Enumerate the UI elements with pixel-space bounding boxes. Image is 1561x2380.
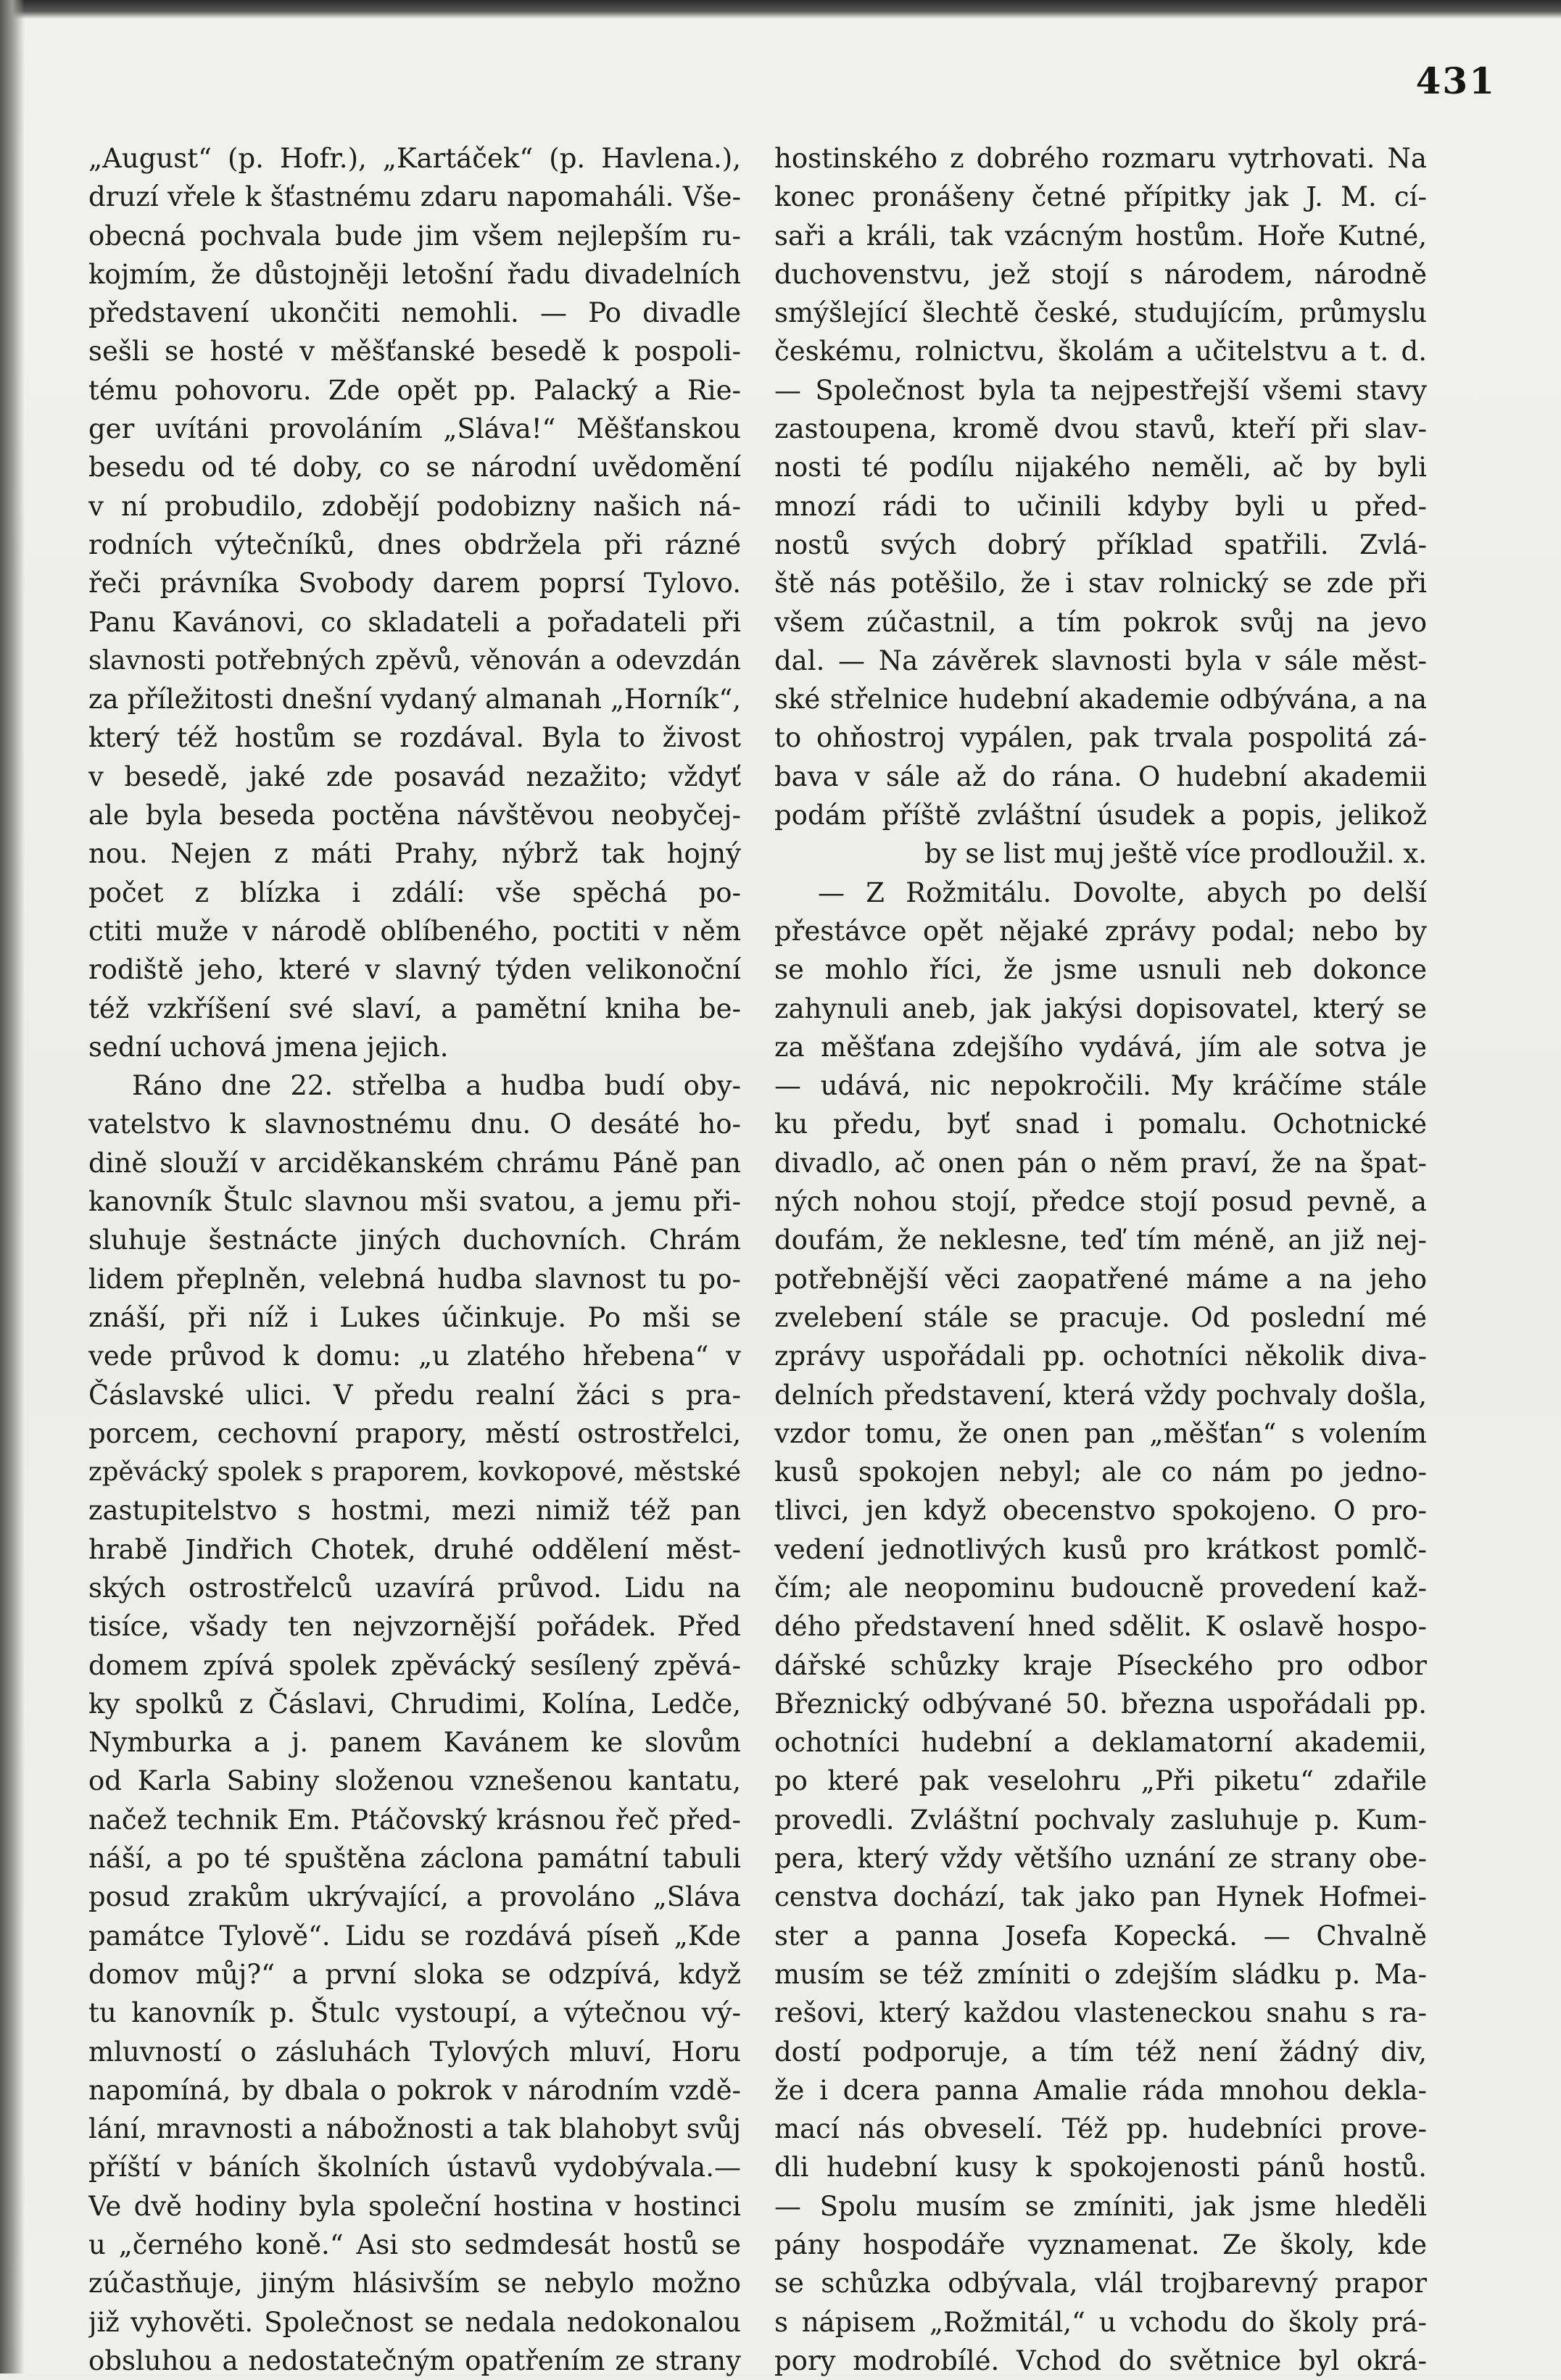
- text-line: delních představení, která vždy pochvaly došla,: [774, 1379, 1427, 1411]
- text-line: načež technik Em. Ptáčovský krásnou řeč před-: [88, 1804, 741, 1836]
- text-line: saři a králi, tak vzácným hostům. Hoře Kutné,: [774, 220, 1427, 252]
- text-line: ku předu, byť snad i pomalu. Ochotnické: [774, 1108, 1427, 1140]
- text-line: to ohňostroj vypálen, pak trvala pospolitá zá-: [774, 722, 1427, 754]
- text-line: tlivci, jen když obecenstvo spokojeno. O pro-: [774, 1495, 1427, 1527]
- text-line: po které pak veselohru „Při piketu“ zdařile: [774, 1765, 1427, 1797]
- text-line: napomíná, by dbala o pokrok v národním vzdě-: [88, 2074, 741, 2106]
- text-line: řeči právníka Svobody darem poprsí Tylovo.: [88, 568, 741, 600]
- text-line: tému pohovoru. Zde opět pp. Palacký a Rie-: [88, 374, 741, 406]
- text-line: Nymburka a j. panem Kavánem ke slovům: [88, 1727, 741, 1759]
- text-line: památce Tylově“. Lidu se rozdává píseň „Kde: [88, 1920, 741, 1952]
- text-line: obsluhou a nedostatečným opatřením ze strany: [88, 2344, 741, 2376]
- text-line: kojmím, že důstojněji letošní řadu divadelních: [88, 258, 741, 290]
- text-line: počet z blízka i zdálí: vše spěchá po-: [88, 876, 741, 908]
- text-line: ště nás potěšilo, že i stav rolnický se zde při: [774, 568, 1427, 600]
- text-line: provedli. Zvláštní pochvaly zasluhuje p. Kum-: [774, 1804, 1427, 1836]
- text-line: nosti té podílu nijakého neměli, ač by byli: [774, 452, 1427, 484]
- text-line: — udává, nic nepokročili. My kráčíme stále: [774, 1070, 1427, 1102]
- text-line: českému, rolnictvu, školám a učitelstvu a t. d.: [774, 336, 1427, 368]
- text-line: u „černého koně.“ Asi sto sedmdesát hostů se: [88, 2229, 741, 2261]
- text-line: lidem přeplněn, velebná hudba slavnost tu po-: [88, 1263, 741, 1295]
- text-line: domov můj?“ a první sloka se odzpívá, když: [88, 1958, 741, 1990]
- text-line: vatelstvo k slavnostnému dnu. O desáté ho-: [88, 1108, 741, 1140]
- text-line: tisíce, všady ten nejvzornější pořádek. Před: [88, 1611, 741, 1643]
- text-line: mací nás obveselí. Též pp. hudebníci prove-: [774, 2113, 1427, 2145]
- text-line: též vzkříšení své slaví, a pamětní kniha be-: [88, 992, 741, 1024]
- text-line: Ráno dne 22. střelba a hudba budí oby-: [132, 1070, 741, 1102]
- text-line: dářské schůzky kraje Píseckého pro odbor: [774, 1649, 1427, 1681]
- text-line: nostů svých dobrý příklad spatřili. Zvlá-: [774, 528, 1427, 560]
- text-line: lání, mravnosti a nábožnosti a tak blahobyt svůj: [88, 2113, 741, 2145]
- page-left-edge: [0, 0, 25, 2373]
- text-line: doufám, že neklesne, teď tím méně, an již nej-: [774, 1224, 1427, 1256]
- text-line: představení ukončiti nemohli. — Po divadle: [88, 297, 741, 329]
- text-line: který též hostům se rozdával. Byla to živost: [88, 722, 741, 754]
- text-line: již vyhověti. Společnost se nedala nedokonalou: [88, 2306, 741, 2338]
- text-line: znáší, při níž i Lukes účinkuje. Po mši se: [88, 1301, 741, 1333]
- text-line: dli hudební kusy k spokojenosti pánů hostů.: [774, 2152, 1427, 2184]
- text-line: ky spolků z Čáslavi, Chrudimi, Kolína, Ledče,: [88, 1688, 741, 1720]
- text-line: zúčastňuje, jiným hlásivším se nebylo možno: [88, 2268, 741, 2300]
- text-line: zastupitelstvo s hostmi, mezi nimiž též pan: [88, 1495, 741, 1527]
- text-line: Ve dvě hodiny byla společní hostina v hostinci: [88, 2190, 741, 2222]
- text-line: Čáslavské ulici. V předu realní žáci s pra-: [88, 1379, 741, 1411]
- text-line: za příležitosti dnešní vydaný almanah „Horník“,: [88, 684, 741, 716]
- text-line: hrabě Jindřich Chotek, druhé oddělení měst-: [88, 1533, 741, 1565]
- text-line: smýšlející šlechtě české, studujícím, průmyslu: [774, 297, 1427, 329]
- text-line: od Karla Sabiny složenou vznešenou kantatu,: [88, 1765, 741, 1797]
- text-line: besedu od té doby, co se národní uvědomění: [88, 452, 741, 484]
- text-line: mluvností o zásluhách Tylových mluví, Horu: [88, 2036, 741, 2068]
- text-line: se schůzka odbývala, vlál trojbarevný prapor: [774, 2268, 1427, 2300]
- text-line: ných nohou stojí, předce stojí posud pevně, a: [774, 1186, 1427, 1218]
- right-text-column: [774, 139, 1427, 2380]
- text-line: zastoupena, kromě dvou stavů, kteří při slav-: [774, 413, 1427, 445]
- text-line: se mohlo říci, že jsme usnuli neb dokonce: [774, 954, 1427, 986]
- text-line: nou. Nejen z máti Prahy, nýbrž tak hojný: [88, 838, 741, 870]
- text-line: zprávy uspořádali pp. ochotníci několik diva-: [774, 1340, 1427, 1372]
- text-line: — Společnost byla ta nejpestřejší všemi stavy: [774, 374, 1427, 406]
- text-line: pory modrobílé. Vchod do světnice byl okrá-: [774, 2344, 1427, 2376]
- text-line: — Spolu musím se zmíniti, jak jsme hleděli: [774, 2190, 1427, 2222]
- text-line: kanovník Štulc slavnou mši svatou, a jemu při-: [88, 1186, 741, 1218]
- text-line: pány hospodáře vyznamenat. Ze školy, kde: [774, 2229, 1427, 2261]
- text-line: sední uchová jmena jejich.: [88, 1031, 449, 1063]
- text-line: Březnický odbývané 50. března uspořádali pp.: [774, 1688, 1427, 1720]
- text-line: ger uvítáni provoláním „Sláva!“ Měšťanskou: [88, 413, 741, 445]
- text-line: dostí podporuje, a tím též není žádný div,: [774, 2036, 1427, 2068]
- text-line: posud zrakům ukrývající, a provoláno „Sláva: [88, 1881, 741, 1913]
- text-line: potřebnější věci zaopatřené máme a na jeho: [774, 1263, 1427, 1295]
- text-line: dal. — Na závěrek slavnosti byla v sále měst-: [774, 644, 1427, 676]
- text-line: podám příště zvláštní úsudek a popis, jelikož: [774, 800, 1427, 832]
- text-line: zahynuli aneb, jak jakýsi dopisovatel, který se: [774, 992, 1427, 1024]
- text-line: zvelebení stále se pracuje. Od poslední mé: [774, 1301, 1427, 1333]
- text-line: sešli se hosté v měšťanské besedě k pospoli-: [88, 336, 741, 368]
- text-line: dině slouží v arciděkanském chrámu Páně pan: [88, 1147, 741, 1179]
- text-line: by se list muj ještě více prodloužil. x.: [924, 838, 1427, 870]
- text-line: obecná pochvala bude jim všem nejlepším ru-: [88, 220, 741, 252]
- text-line: divadlo, ač onen pán o něm praví, že na špat-: [774, 1147, 1427, 1179]
- text-line: v besedě, jaké zde posavád nezažito; vždyť: [88, 760, 741, 792]
- text-line: domem zpívá spolek zpěvácký sesílený zpěvá-: [88, 1649, 741, 1681]
- text-line: hostinského z dobrého rozmaru vytrhovati. Na: [774, 143, 1427, 174]
- text-line: rešovi, který každou vlasteneckou snahu s ra-: [774, 1997, 1427, 2029]
- text-line: s nápisem „Rožmitál,“ u vchodu do školy prá-: [774, 2306, 1427, 2338]
- text-line: porcem, cechovní prapory, městí ostrostřelci,: [88, 1417, 741, 1449]
- text-line: čím; ale neopominu budoucně provedení kaž-: [774, 1572, 1427, 1604]
- text-line: příští v báních školních ústavů vydobývala.—: [88, 2152, 741, 2184]
- text-line: přestávce opět nějaké zprávy podal; nebo by: [774, 915, 1427, 947]
- text-line: „August“ (p. Hofr.), „Kartáček“ (p. Havlena.),: [88, 143, 741, 174]
- text-line: ctiti muže v národě oblíbeného, poctiti v něm: [88, 915, 741, 947]
- text-line: dého představení hned sdělit. K oslavě hospo-: [774, 1611, 1427, 1643]
- text-line: rodiště jeho, které v slavný týden velikonoční: [88, 954, 741, 986]
- text-line: kusů spokojen nebyl; ale co nám po jedno-: [774, 1456, 1427, 1488]
- text-line: zpěvácký spolek s praporem, kovkopové, městské: [88, 1457, 741, 1488]
- text-line: ských ostrostřelců uzavírá průvod. Lidu na: [88, 1572, 741, 1604]
- text-line: v ní probudilo, zdobějí podobizny našich ná-: [88, 490, 741, 522]
- text-line: konec pronášeny četné přípitky jak J. M. cí-: [774, 181, 1427, 213]
- left-text-column: [88, 139, 741, 2380]
- text-line: musím se též zmíniti o zdejším sládku p. Ma-: [774, 1958, 1427, 1990]
- text-line: ochotníci hudební a deklamatorní akademii,: [774, 1727, 1427, 1759]
- text-line: bava v sále až do rána. O hudební akademii: [774, 760, 1427, 792]
- text-line: sluhuje šestnácte jiných duchovních. Chrám: [88, 1224, 741, 1256]
- text-line: všem zúčastnil, a tím pokrok svůj na jevo: [774, 606, 1427, 638]
- text-line: Panu Kavánovi, co skladateli a pořadateli při: [88, 606, 741, 638]
- text-line: mnozí rádi to učinili kdyby byli u před-: [774, 490, 1427, 522]
- text-line: vzdor tomu, že onen pan „měšťan“ s volením: [774, 1417, 1427, 1449]
- text-line: censtva dochází, tak jako pan Hynek Hofmei-: [774, 1881, 1427, 1913]
- text-line: ster a panna Josefa Kopecká. — Chvalně: [774, 1920, 1427, 1952]
- text-line: druzí vřele k šťastnému zdaru napomaháli. Vše-: [88, 181, 741, 213]
- text-line: náší, a po té spuštěna záclona památní tabuli: [88, 1843, 741, 1875]
- text-line: vede průvod k domu: „u zlatého hřebena“ v: [88, 1340, 741, 1372]
- text-line: pera, který vždy většího uznání ze strany obe-: [774, 1843, 1427, 1875]
- text-line: že i dcera panna Amalie ráda mnohou dekla-: [774, 2074, 1427, 2106]
- text-line: tu kanovník p. Štulc vystoupí, a výtečnou vý-: [88, 1997, 741, 2029]
- page-number: 431: [1415, 59, 1496, 102]
- page-top-edge: [0, 0, 1561, 19]
- text-line: ské střelnice hudební akademie odbývána, a na: [774, 684, 1427, 716]
- text-line: slavnosti potřebných zpěvů, věnován a odevzdán: [88, 645, 741, 676]
- text-line: za měšťana zdejšího vydává, jím ale sotva je: [774, 1031, 1427, 1063]
- text-line: vedení jednotlivých kusů pro krátkost pomlč-: [774, 1533, 1427, 1565]
- text-line: duchovenstvu, jež stojí s národem, národně: [774, 258, 1427, 290]
- text-line: — Z Rožmitálu. Dovolte, abych po delší: [818, 876, 1427, 908]
- text-line: ale byla beseda poctěna návštěvou neobyčej-: [88, 800, 741, 832]
- text-line: rodních výtečníků, dnes obdržela při rázné: [88, 528, 741, 560]
